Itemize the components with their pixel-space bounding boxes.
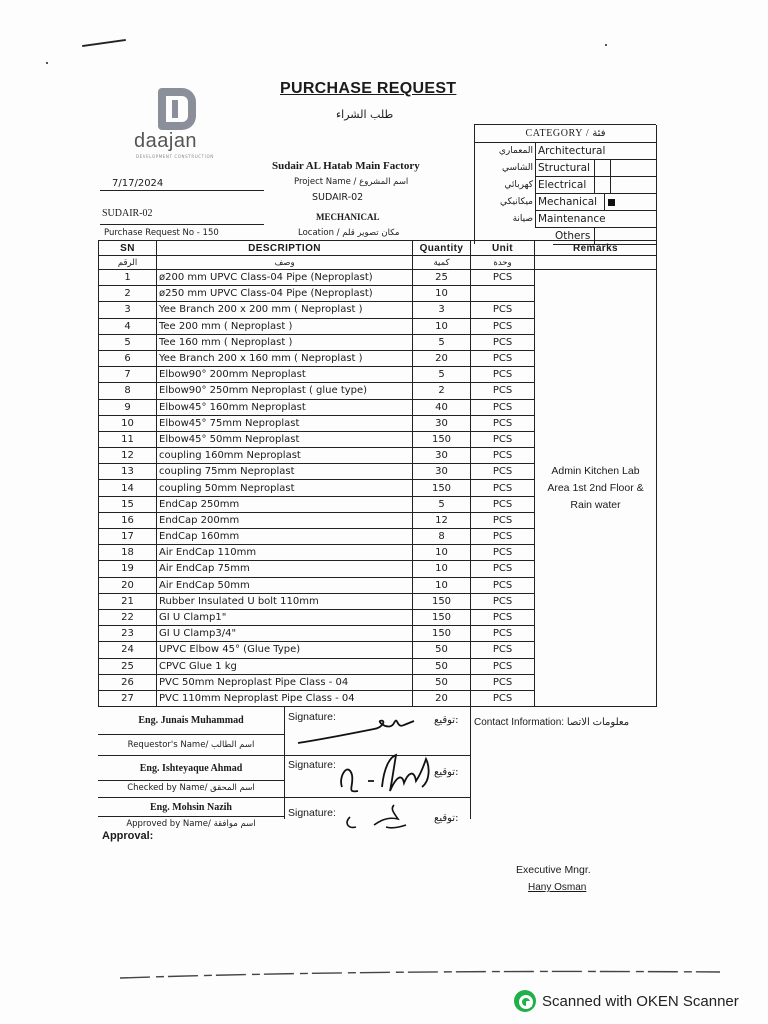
row-quantity: 20: [413, 350, 471, 366]
row-description: coupling 75mm Neproplast: [157, 464, 413, 480]
row-sn: 5: [99, 334, 157, 350]
row-sn: 27: [99, 690, 157, 706]
category-row-structural: [475, 160, 657, 177]
checker-name: Eng. Ishteyaque Ahmad: [139, 763, 243, 774]
row-unit: PCS: [471, 383, 535, 399]
page-title-arabic: طلب الشراء: [336, 108, 394, 121]
category-cell: [611, 177, 657, 194]
row-description: Tee 200 mm ( Neproplast ): [157, 318, 413, 334]
row-quantity: 150: [413, 593, 471, 609]
row-sn: 10: [99, 415, 157, 431]
row-quantity: 150: [413, 480, 471, 496]
row-unit: PCS: [471, 626, 535, 642]
row-quantity: 10: [413, 561, 471, 577]
requestor-role: Requestor's Name/ اسم الطالب: [127, 740, 255, 750]
row-description: PVC 50mm Neproplast Pipe Class - 04: [157, 674, 413, 690]
row-unit: PCS: [471, 545, 535, 561]
items-table: [98, 240, 657, 707]
category-row-mechanical: [475, 194, 657, 211]
signature-label-ar: توقيع:: [434, 715, 459, 726]
row-sn: 23: [99, 626, 157, 642]
row-unit: PCS: [471, 464, 535, 480]
category-box: [474, 124, 656, 244]
row-unit: PCS: [471, 480, 535, 496]
category-label: Mechanical: [535, 194, 605, 211]
row-description: GI U Clamp3/4": [157, 626, 413, 642]
col-header-sn-ar: الرقم: [99, 256, 157, 270]
page-title: PURCHASE REQUEST: [280, 80, 457, 97]
category-checkbox[interactable]: [605, 194, 657, 211]
row-unit: PCS: [471, 399, 535, 415]
row-unit: PCS: [471, 690, 535, 706]
logo-tagline: DEVELOPMENT CONSTRUCTION: [136, 154, 214, 159]
divider: [98, 816, 284, 817]
row-sn: 11: [99, 431, 157, 447]
row-unit: PCS: [471, 367, 535, 383]
row-description: UPVC Elbow 45° (Glue Type): [157, 642, 413, 658]
row-quantity: 2: [413, 383, 471, 399]
signature-label: Signature:: [288, 711, 336, 723]
row-sn: 19: [99, 561, 157, 577]
signature-label-ar: توقيع:: [434, 767, 459, 778]
divider: [470, 707, 471, 819]
approver-signature: [334, 799, 424, 833]
purchase-request-number: Purchase Request No - 150: [104, 228, 219, 238]
scan-bottom-edge: [120, 968, 720, 982]
row-description: ø200 mm UPVC Class-04 Pipe (Neproplast): [157, 270, 413, 286]
scan-pen-mark: [82, 39, 126, 47]
row-unit: PCS: [471, 415, 535, 431]
col-header-description-ar: وصف: [157, 256, 413, 270]
row-sn: 21: [99, 593, 157, 609]
row-sn: 12: [99, 448, 157, 464]
col-header-quantity-ar: كمية: [413, 256, 471, 270]
category-row-architectural: [475, 143, 657, 160]
row-unit: PCS: [471, 318, 535, 334]
row-sn: 7: [99, 367, 157, 383]
row-quantity: 20: [413, 690, 471, 706]
row-description: Elbow45° 160mm Neproplast: [157, 399, 413, 415]
reference-code: SUDAIR-02: [102, 208, 153, 219]
row-unit: PCS: [471, 658, 535, 674]
row-sn: 3: [99, 302, 157, 318]
signature-label: Signature:: [288, 759, 336, 771]
executive-role: Executive Mngr.: [516, 864, 591, 876]
row-sn: 4: [99, 318, 157, 334]
row-sn: 1: [99, 270, 157, 286]
row-unit: PCS: [471, 448, 535, 464]
row-description: coupling 50mm Neproplast: [157, 480, 413, 496]
row-unit: PCS: [471, 593, 535, 609]
location-label: Location / مكان تصوير قلم: [298, 228, 400, 238]
category-row-electrical: [475, 177, 657, 194]
row-unit: PCS: [471, 350, 535, 366]
requestor-signature: [294, 709, 424, 749]
scanner-text: Scanned with OKEN Scanner: [542, 992, 739, 1010]
row-sn: 18: [99, 545, 157, 561]
row-description: GI U Clamp1": [157, 609, 413, 625]
row-description: Tee 160 mm ( Neproplast ): [157, 334, 413, 350]
row-description: CPVC Glue 1 kg: [157, 658, 413, 674]
row-description: PVC 110mm Neproplast Pipe Class - 04: [157, 690, 413, 706]
row-sn: 15: [99, 496, 157, 512]
request-date: 7/17/2024: [112, 178, 164, 189]
row-quantity: 150: [413, 609, 471, 625]
row-unit: PCS: [471, 270, 535, 286]
checker-role: Checked by Name/ اسم المحقق: [127, 783, 255, 793]
row-unit: PCS: [471, 431, 535, 447]
row-unit: PCS: [471, 561, 535, 577]
signature-label-ar: توقيع:: [434, 813, 459, 824]
signature-label: Signature:: [288, 807, 336, 819]
project-label: Project Name / اسم المشروع: [294, 177, 409, 187]
table-header-row: [99, 241, 657, 256]
row-description: Elbow45° 75mm Neproplast: [157, 415, 413, 431]
row-quantity: 25: [413, 270, 471, 286]
row-sn: 22: [99, 609, 157, 625]
row-description: EndCap 160mm: [157, 529, 413, 545]
row-unit: PCS: [471, 674, 535, 690]
divider: [284, 707, 285, 819]
logo-name: daajan: [134, 130, 198, 152]
col-header-unit-ar: وحدة: [471, 256, 535, 270]
row-quantity: 150: [413, 431, 471, 447]
divider: [98, 780, 284, 781]
scanner-watermark: [514, 990, 739, 1012]
category-checkbox[interactable]: [595, 177, 611, 194]
row-description: Elbow90° 200mm Neproplast: [157, 367, 413, 383]
category-ar: ميكانيكي: [500, 197, 533, 207]
category-header: CATEGORY / فئة: [475, 125, 657, 143]
row-quantity: 10: [413, 545, 471, 561]
scan-speck: [605, 44, 607, 46]
row-description: ø250 mm UPVC Class-04 Pipe (Neproplast): [157, 286, 413, 302]
table-row: [99, 270, 657, 286]
row-description: Elbow90° 250mm Neproplast ( glue type): [157, 383, 413, 399]
table-header-row-arabic: [99, 256, 657, 270]
row-description: Air EndCap 50mm: [157, 577, 413, 593]
row-sn: 25: [99, 658, 157, 674]
row-quantity: 10: [413, 318, 471, 334]
row-quantity: 10: [413, 286, 471, 302]
row-quantity: 5: [413, 367, 471, 383]
category-checkbox[interactable]: [595, 160, 611, 177]
row-quantity: 12: [413, 512, 471, 528]
row-sn: 6: [99, 350, 157, 366]
row-unit: PCS: [471, 512, 535, 528]
requestor-name: Eng. Junais Muhammad: [138, 715, 244, 726]
divider: [100, 224, 264, 225]
checked-mark-icon: [608, 199, 615, 206]
row-description: EndCap 250mm: [157, 496, 413, 512]
row-quantity: 50: [413, 658, 471, 674]
category-ar: كهربائي: [504, 180, 533, 190]
row-quantity: 3: [413, 302, 471, 318]
row-quantity: 5: [413, 334, 471, 350]
row-sn: 17: [99, 529, 157, 545]
row-unit: PCS: [471, 496, 535, 512]
row-unit: PCS: [471, 609, 535, 625]
row-description: Elbow45° 50mm Neproplast: [157, 431, 413, 447]
logo-mark-icon: [158, 88, 196, 130]
category-ar: الشاسي: [501, 163, 533, 173]
approval-label: Approval:: [102, 830, 154, 842]
company-logo: [132, 88, 232, 160]
category-row-maintenance: [475, 211, 657, 228]
col-header-remarks-ar: [535, 256, 657, 270]
row-unit: PCS: [471, 642, 535, 658]
row-sn: 9: [99, 399, 157, 415]
row-sn: 16: [99, 512, 157, 528]
category-label: Electrical: [535, 177, 595, 194]
row-sn: 8: [99, 383, 157, 399]
row-quantity: 150: [413, 626, 471, 642]
col-header-sn: SN: [99, 241, 157, 256]
row-description: Air EndCap 110mm: [157, 545, 413, 561]
row-sn: 24: [99, 642, 157, 658]
row-description: Yee Branch 200 x 200 mm ( Neproplast ): [157, 302, 413, 318]
row-sn: 14: [99, 480, 157, 496]
row-quantity: 50: [413, 674, 471, 690]
category-label: Others: [553, 228, 595, 245]
row-unit: PCS: [471, 577, 535, 593]
scan-speck: [46, 62, 48, 64]
row-sn: 13: [99, 464, 157, 480]
row-sn: 26: [99, 674, 157, 690]
checker-signature: [334, 747, 444, 799]
signature-section: [98, 706, 656, 830]
row-quantity: 8: [413, 529, 471, 545]
col-header-quantity: Quantity: [413, 241, 471, 256]
project-value: SUDAIR-02: [312, 192, 364, 203]
row-quantity: 10: [413, 577, 471, 593]
row-unit: [471, 286, 535, 302]
row-description: Air EndCap 75mm: [157, 561, 413, 577]
category-label: Structural: [535, 160, 595, 177]
row-unit: PCS: [471, 302, 535, 318]
discipline: MECHANICAL: [316, 212, 380, 222]
scanner-logo-icon: [514, 990, 536, 1012]
row-description: coupling 160mm Neproplast: [157, 448, 413, 464]
col-header-description: DESCRIPTION: [157, 241, 413, 256]
row-quantity: 50: [413, 642, 471, 658]
category-ar: صيانة: [512, 214, 533, 224]
remarks-cell: Admin Kitchen Lab Area 1st 2nd Floor & Rain water: [535, 270, 657, 707]
row-quantity: 40: [413, 399, 471, 415]
row-unit: PCS: [471, 334, 535, 350]
category-cell: [611, 160, 657, 177]
row-description: Rubber Insulated U bolt 110mm: [157, 593, 413, 609]
divider: [98, 734, 284, 735]
row-sn: 2: [99, 286, 157, 302]
row-quantity: 30: [413, 464, 471, 480]
divider: [100, 190, 264, 191]
approver-role: Approved by Name/ اسم موافقة: [126, 819, 256, 829]
approver-name: Eng. Mohsin Nazih: [150, 802, 232, 813]
executive-name: Hany Osman: [528, 882, 587, 893]
contact-information: Contact Information: معلومات الاتصا: [474, 717, 630, 728]
category-label: Architectural: [535, 143, 657, 160]
row-quantity: 30: [413, 448, 471, 464]
row-quantity: 30: [413, 415, 471, 431]
row-description: Yee Branch 200 x 160 mm ( Neproplast ): [157, 350, 413, 366]
category-label: Maintenance: [535, 211, 657, 228]
category-ar: المعماري: [498, 146, 533, 156]
row-unit: PCS: [471, 529, 535, 545]
factory-name: Sudair AL Hatab Main Factory: [272, 160, 420, 172]
row-description: EndCap 200mm: [157, 512, 413, 528]
row-quantity: 5: [413, 496, 471, 512]
row-sn: 20: [99, 577, 157, 593]
col-header-remarks: Remarks: [535, 241, 657, 256]
col-header-unit: Unit: [471, 241, 535, 256]
